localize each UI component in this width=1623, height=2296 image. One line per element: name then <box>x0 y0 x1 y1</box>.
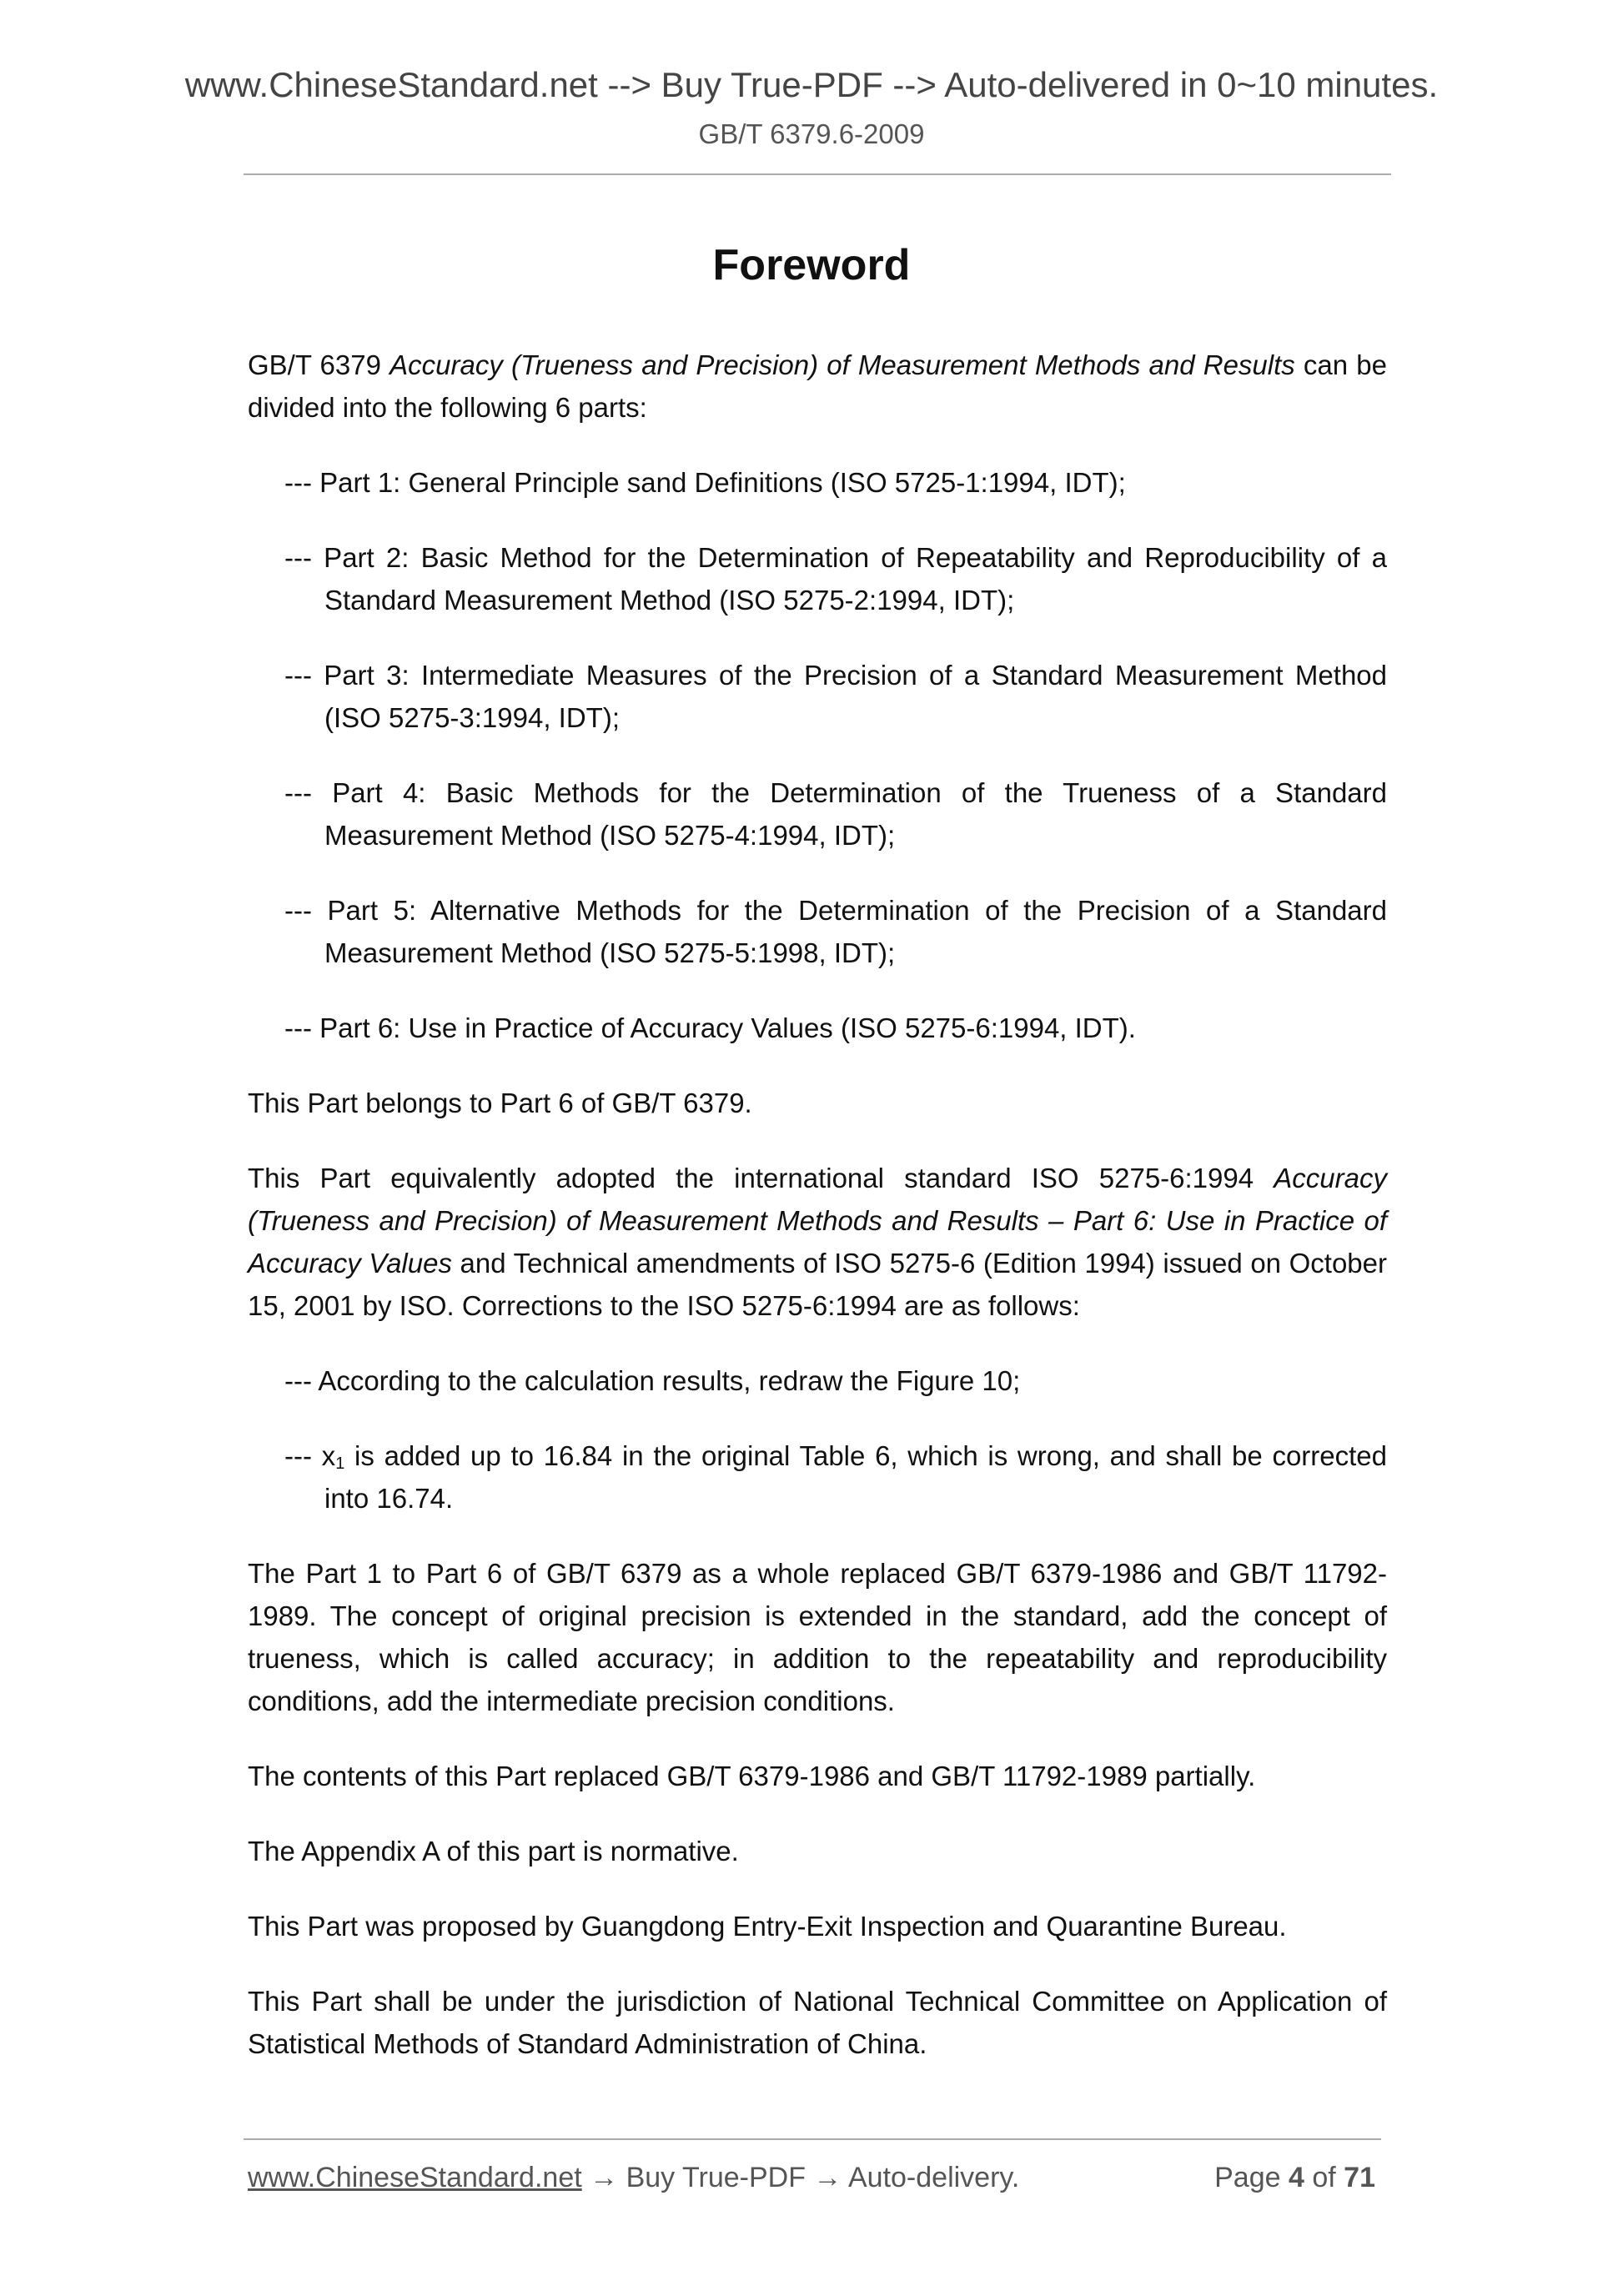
of-label: of <box>1312 2162 1336 2193</box>
list-item: --- Part 1: General Principle sand Definitions (ISO 5725-1:1994, IDT); <box>284 467 1126 498</box>
text: is added up to 16.84 in the original Table 6, which is wrong, and shall be corrected into 16.74. <box>324 1440 1388 1514</box>
paragraph: The Part 1 to Part 6 of GB/T 6379 as a whole replaced GB/T 6379-1986 and GB/T 11792-1989. The concept of original precision is extended in the standard, add the concept of trueness, which is called accuracy; in addition to the repeatability and reproducibility conditions, add the intermediate precision conditions. <box>248 1558 1387 1716</box>
header-banner: www.ChineseStandard.net --> Buy True-PDF --> Auto-delivered in 0~10 minutes. <box>184 65 1439 104</box>
paragraph <box>248 1157 1387 1327</box>
subscript: 1 <box>335 1454 345 1473</box>
standard-title: Accuracy (Trueness and Precision) of Measurement Methods and Results – Part 6: Use in Practice of Accuracy Values <box>248 1163 1387 1279</box>
page-title: Foreword <box>712 241 911 289</box>
text: GB/T 6379 <box>248 349 390 380</box>
paragraph: This Part shall be under the jurisdiction of National Technical Committee on Application of Statistical Methods of Standard Administration of China. <box>248 1986 1387 2059</box>
text: and Technical amendments of ISO 5275-6 (Edition 1994) issued on October 15, 2001 by ISO. Corrections to the ISO 5275-6:1994 are as follows: <box>248 1248 1387 1321</box>
list-item: --- Part 3: Intermediate Measures of the Precision of a Standard Measurement Method (ISO 5275-3:1994, IDT); <box>284 660 1387 733</box>
text: This Part equivalently adopted the international standard ISO 5275-6:1994 <box>248 1163 1274 1193</box>
document-body <box>248 344 1387 2098</box>
text: --- x <box>284 1440 336 1471</box>
footer-divider <box>244 2138 1381 2140</box>
header-doc-id: GB/T 6379.6-2009 <box>698 118 925 149</box>
standard-title: Accuracy (Trueness and Precision) of Measurement Methods and Results <box>389 349 1295 380</box>
paragraph: This Part belongs to Part 6 of GB/T 6379. <box>248 1088 752 1118</box>
footer-text: → Buy True-PDF → Auto-delivery. <box>581 2162 1020 2193</box>
list-item: --- Part 2: Basic Method for the Determination of Repeatability and Reproducibility of a Standard Measurement Method (ISO 5275-2:1994, IDT); <box>284 542 1387 615</box>
header-divider <box>244 173 1391 175</box>
text: can be divided into the following 6 parts: <box>248 349 1387 423</box>
list-item: --- According to the calculation results, redraw the Figure 10; <box>284 1365 1021 1396</box>
footer-site-link[interactable]: www.ChineseStandard.net <box>248 2162 582 2193</box>
paragraph: The contents of this Part replaced GB/T 6379-1986 and GB/T 11792-1989 partially. <box>248 1761 1256 1791</box>
list-item <box>284 1434 1387 1520</box>
page-total: 71 <box>1344 2162 1375 2193</box>
page-indicator <box>1214 2162 1375 2194</box>
footer <box>248 2162 1375 2194</box>
paragraph: The Appendix A of this part is normative. <box>248 1836 739 1866</box>
list-item: --- Part 4: Basic Methods for the Determination of the Trueness of a Standard Measurement Method (ISO 5275-4:1994, IDT); <box>284 777 1387 851</box>
page-label: Page <box>1214 2162 1281 2193</box>
paragraph: This Part was proposed by Guangdong Entry-Exit Inspection and Quarantine Bureau. <box>248 1911 1287 1942</box>
page-number: 4 <box>1288 2162 1304 2193</box>
list-item: --- Part 5: Alternative Methods for the Determination of the Precision of a Standard Measurement Method (ISO 5275-5:1998, IDT); <box>284 895 1387 968</box>
list-item: --- Part 6: Use in Practice of Accuracy Values (ISO 5275-6:1994, IDT). <box>284 1012 1136 1043</box>
intro-paragraph <box>248 344 1387 429</box>
